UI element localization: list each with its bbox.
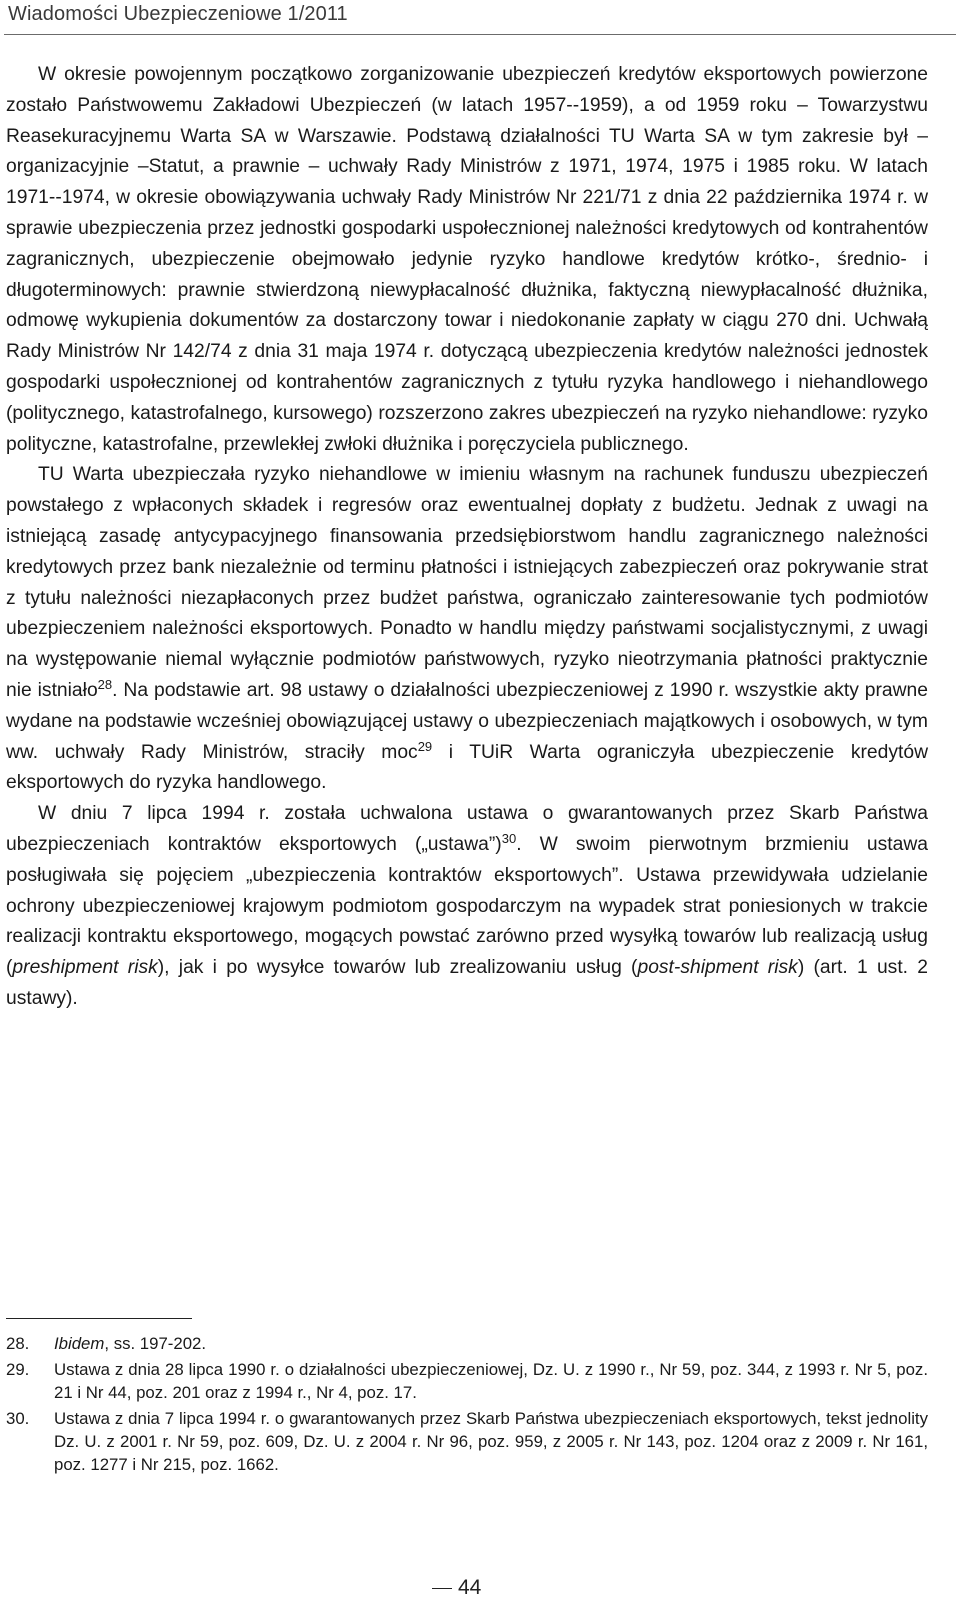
footnote-text: , ss. 197-202.: [104, 1334, 207, 1353]
footnote-italic: Ibidem: [54, 1334, 105, 1353]
page-number-value: 44: [458, 1576, 482, 1599]
footnote-divider: [6, 1318, 192, 1319]
paragraph-3-text-d: ) (art. 1 ust. 2 ustawy).: [6, 957, 929, 1009]
page-number-dash: [432, 1588, 452, 1589]
paragraph-3-text-b: . W swoim pierwotnym brzmieniu ustawa posługiwała się pojęciem „ubezpieczenia kontraktów eksportowych”. Ustawa przewidywała udzielanie ochrony ubezpieczeniowej krajowym podmiotom gospodarczym na wypadek strat poniesionych w trakcie realizacji kontraktu eksportowego, mogących powstać zarówno przed wysyłką towarów lub realizacją usług (: [6, 833, 928, 979]
footnote-number: 30.: [6, 1409, 30, 1428]
footnote-28: [6, 1332, 928, 1355]
page-number: [432, 1576, 481, 1600]
paragraph-2-text-a: TU Warta ubezpieczała ryzyko niehandlowe w imieniu własnym na rachunek funduszu ubezpieczeń powstałego z wpłaconych składek i regresów oraz ewentualnej dopłaty z budżetu. Jednak z uwagi na istniejącą zasadę antycypacyjnego finansowania przedsiębiorstwom handlu zagranicznego należności kredytowych przez bank niezależnie od terminu płatności i istniejących zabezpieczeń oraz pokrywanie strat z tytułu należności niezapłaconych przez budżet państwa, ograniczało zainteresowanie tych podmiotów ubezpieczeniem należności eksportowych. Ponadto w handlu między państwami socjalistycznymi, z uwagi na występowanie niemal wyłącznie podmiotów państwowych, ryzyko nieotrzymania płatności praktycznie nie istniało: [6, 464, 928, 701]
footnote-ref-29[interactable]: 29: [417, 738, 433, 754]
footnote-number: 29.: [6, 1360, 30, 1379]
paragraph-1: W okresie powojennym początkowo zorganizowanie ubezpieczeń kredytów eksportowych powierzone zostało Państwowemu Zakładowi Ubezpieczeń (w latach 1957--1959), a od 1959 roku – Towarzystwu Reasekuracyjnemu Warta SA w Warszawie. Podstawą działalności TU Warta SA w tym zakresie był – organizacyjnie –Statut, a prawnie – uchwały Rady Ministrów z 1971, 1974, 1975 i 1985 roku. W latach 1971--1974, w okresie obowiązywania uchwały Rady Ministrów Nr 221/71 z dnia 22 października 1974 r. w sprawie ubezpieczenia przez jednostki gospodarki uspołecznionej należności kredytowych od kontrahentów zagranicznych, ubezpieczenie obejmowało jedynie ryzyko handlowe kredytów krótko-, średnio- i długoterminowych: prawnie stwierdzoną niewypłacalność dłużnika, faktyczną niewypłacalność dłużnika, odmowę wykupienia dokumentów za dostarczony towar i niedokonanie zapłaty w ciągu 270 dni. Uchwałą Rady Ministrów Nr 142/74 z dnia 31 maja 1974 r. dotyczącą ubezpieczenia kredytów należności jednostek gospodarki uspołecznionej od kontrahentów zagranicznych z tytułu ryzyka handlowego i niehandlowego (politycznego, katastrofalnego, kursowego) rozszerzono zakres ubezpieczeń na ryzyko niehandlowe: ryzyko polityczne, katastrofalne, przewlekłej zwłoki dłużnika i poręczyciela publicznego.: [6, 64, 928, 455]
footnotes: [6, 1332, 928, 1479]
running-header: [4, 0, 956, 35]
footnote-text: Ustawa z dnia 7 lipca 1994 r. o gwarantowanych przez Skarb Państwa ubezpieczeniach eksportowych, tekst jednolity Dz. U. z 2001 r. Nr 59, poz. 609, Dz. U. z 2004 r. Nr 96, poz. 959, z 2005 r. Nr 143, poz. 1204 oraz z 2009 r. Nr 161, poz. 1277 i Nr 215, poz. 1662.: [54, 1409, 928, 1474]
term-preshipment-risk: preshipment risk: [12, 957, 158, 979]
paragraph-2-text-c: i TUiR Warta ograniczyła ubezpieczenie kredytów eksportowych do ryzyka handlowego.: [6, 741, 928, 794]
footnote-text: Ustawa z dnia 28 lipca 1990 r. o działalności ubezpieczeniowej, Dz. U. z 1990 r., Nr 59, poz. 344, z 1993 r. Nr 5, poz. 21 i Nr 44, poz. 201 oraz z 1994 r., Nr 4, poz. 17.: [54, 1360, 928, 1402]
journal-title: Wiadomości Ubezpieczeniowe 1/2011: [8, 3, 348, 25]
paragraph-3-text-c: ), jak i po wysyłce towarów lub zrealizowaniu usług (: [157, 957, 638, 979]
footnote-29: [6, 1358, 928, 1404]
term-post-shipment-risk: post-shipment risk: [637, 957, 798, 979]
paragraph-2: [6, 460, 928, 799]
footnote-ref-30[interactable]: 30: [501, 830, 517, 846]
footnote-30: [6, 1407, 928, 1476]
paragraph-3: [6, 799, 928, 1015]
article-body: [6, 60, 928, 1015]
paragraph-3-text-a: W dniu 7 lipca 1994 r. została uchwalona ustawa o gwarantowanych przez Skarb Państwa ubezpieczeniach kontraktów eksportowych („ustawa”): [6, 803, 928, 855]
paragraph-2-text-b: . Na podstawie art. 98 ustawy o działalności ubezpieczeniowej z 1990 r. wszystkie akty prawne wydane na podstawie wcześniej obowiązującej ustawy o ubezpieczeniach majątkowych i osobowych, w tym ww. uchwały Rady Ministrów, straciły moc: [6, 679, 928, 763]
footnote-ref-28[interactable]: 28: [97, 676, 113, 692]
footnote-number: 28.: [6, 1334, 30, 1353]
